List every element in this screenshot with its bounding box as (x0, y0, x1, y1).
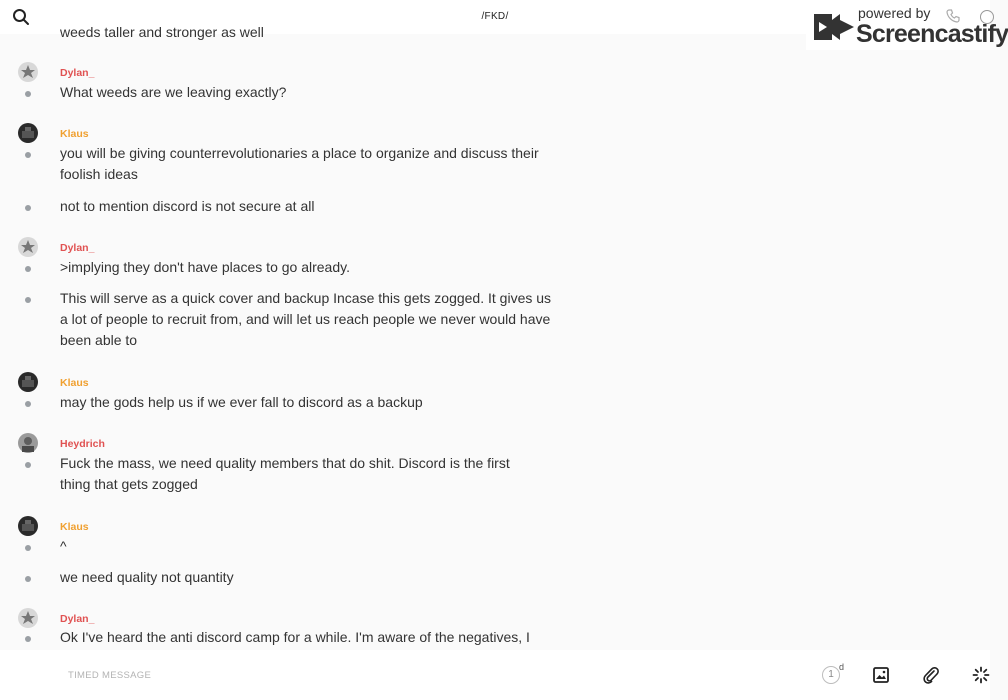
sparkle-icon[interactable] (972, 666, 990, 684)
author-name[interactable]: Heydrich (60, 438, 105, 450)
info-icon[interactable] (980, 10, 994, 24)
message-text: >implying they don't have places to go already. (60, 259, 350, 275)
message-bullet (25, 152, 31, 158)
author-name[interactable]: Klaus (60, 377, 89, 389)
author-name[interactable]: Dylan_ (60, 613, 95, 625)
image-icon[interactable] (873, 667, 889, 683)
message-text: What weeds are we leaving exactly? (60, 84, 287, 100)
message-text: Fuck the mass, we need quality members that do shit. Discord is the first thing that gets zogged (60, 455, 510, 492)
phone-icon[interactable] (946, 9, 960, 23)
timer-unit: d (839, 662, 845, 672)
heydrich-avatar[interactable] (18, 433, 38, 453)
author-name[interactable]: Dylan_ (60, 242, 95, 254)
dylan-avatar[interactable] (18, 237, 38, 257)
watermark-caption: powered by (858, 5, 931, 21)
author-name[interactable]: Klaus (60, 128, 89, 140)
klaus-avatar[interactable] (18, 516, 38, 536)
klaus-avatar[interactable] (18, 372, 38, 392)
partial-message-line: weeds taller and stronger as well (60, 24, 264, 40)
message-text: you will be giving counterrevolutionaries a place to organize and discuss their foolish ideas (60, 145, 539, 182)
message-text: may the gods help us if we ever fall to discord as a backup (60, 394, 423, 410)
watermark-brand: Screencastify (856, 20, 1008, 48)
message-text: we need quality not quantity (60, 569, 234, 585)
message-text: ^ (60, 538, 67, 554)
message-text: Ok I've heard the anti discord camp for a while. I'm aware of the negatives, I (60, 629, 530, 645)
composer-bar (0, 650, 990, 700)
message-bullet (25, 401, 31, 407)
message-input[interactable]: TIMED MESSAGE (68, 670, 152, 681)
message-bullet (25, 636, 31, 642)
message-bullet (25, 576, 31, 582)
timer-value: 1 (822, 666, 840, 684)
paperclip-icon[interactable] (922, 666, 940, 684)
message-bullet (25, 205, 31, 211)
channel-title: /FKD/ (481, 11, 509, 22)
screencastify-logo-icon (810, 8, 856, 46)
klaus-avatar[interactable] (18, 123, 38, 143)
message-bullet (25, 91, 31, 97)
timer-button[interactable] (822, 664, 848, 686)
screencastify-watermark (806, 2, 1008, 50)
dylan-avatar[interactable] (18, 62, 38, 82)
message-text: not to mention discord is not secure at all (60, 198, 315, 214)
dylan-avatar[interactable] (18, 608, 38, 628)
message-bullet (25, 462, 31, 468)
message-bullet (25, 266, 31, 272)
author-name[interactable]: Dylan_ (60, 67, 95, 79)
message-bullet (25, 545, 31, 551)
author-name[interactable]: Klaus (60, 521, 89, 533)
message-text: This will serve as a quick cover and backup Incase this gets zogged. It gives us a lot of people to recruit from, and will let us reach people we never would have been able to (60, 290, 552, 348)
message-bullet (25, 297, 31, 303)
